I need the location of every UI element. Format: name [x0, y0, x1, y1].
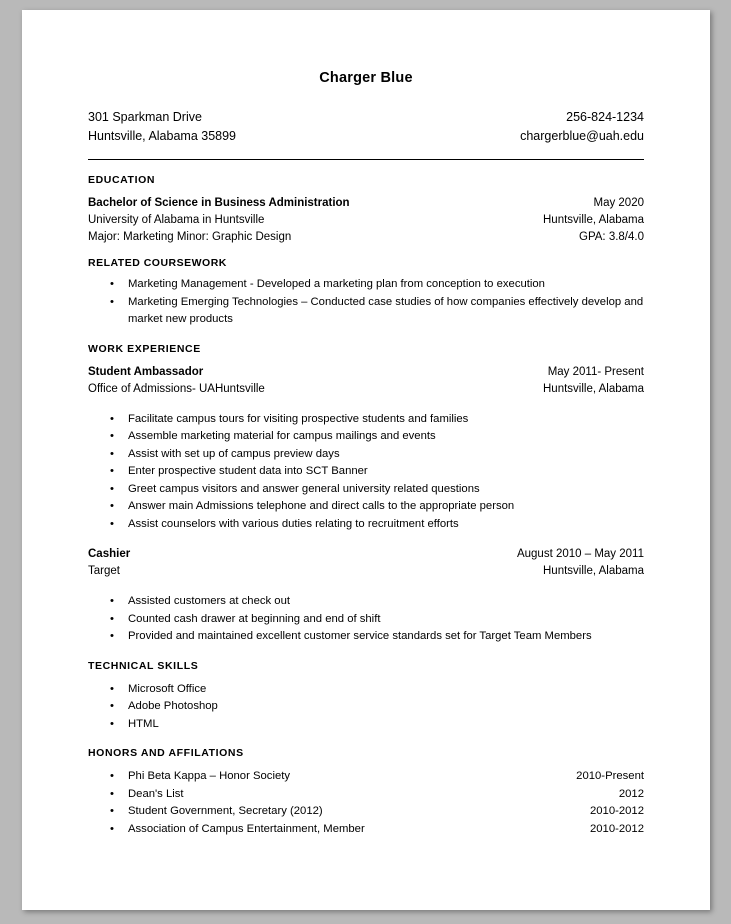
honors-list [88, 768, 644, 838]
list-item [88, 803, 644, 821]
page-title: Charger Blue [319, 70, 413, 86]
job-location: Huntsville, Alabama [543, 565, 644, 577]
list-item-label: Assist counselors with various duties relating to recruitment efforts [128, 517, 459, 530]
job-location: Huntsville, Alabama [543, 382, 644, 395]
bullet-icon: • [110, 630, 114, 642]
contact-block [88, 108, 644, 146]
list-item [88, 498, 644, 516]
list-item [88, 411, 644, 429]
list-item [88, 628, 644, 646]
education-degree: Bachelor of Science in Business Administration [88, 197, 350, 209]
bullet-icon: • [110, 787, 114, 800]
education-degree-row [88, 195, 644, 212]
job-title-row [88, 546, 644, 563]
list-item-label: Assisted customers at check out [128, 595, 290, 607]
list-item [88, 768, 644, 786]
job-employer: Target [88, 565, 120, 577]
list-item [88, 481, 644, 499]
bullet-icon: • [110, 700, 114, 712]
job-duties-list [88, 593, 644, 646]
list-item-date: 2010-2012 [589, 805, 644, 817]
education-major-minor: Major: Marketing Minor: Graphic Design [88, 231, 292, 243]
list-item [88, 681, 644, 699]
list-item [88, 593, 644, 611]
bullet-icon: • [110, 412, 114, 425]
list-item-date: 2012 [618, 787, 644, 800]
list-item-label: Enter prospective student data into SCT Banner [128, 465, 368, 477]
list-item-label: Association of Campus Entertainment, Member [128, 822, 365, 835]
bullet-icon: • [110, 717, 114, 730]
bullet-icon: • [110, 682, 114, 695]
bullet-icon: • [110, 295, 114, 308]
list-item-label: Greet campus visitors and answer general university related questions [128, 482, 480, 495]
list-item-label: Marketing Management - Developed a marketing plan from conception to execution [128, 278, 545, 290]
email-address: chargerblue@uah.edu [520, 129, 644, 143]
header-divider [88, 159, 644, 160]
subsection-heading-coursework: RELATED COURSEWORK [88, 257, 227, 269]
list-item-label: Marketing Emerging Technologies – Conducted case studies of how companies effectively develop and market new products [128, 295, 644, 325]
job-employer-row [88, 563, 644, 580]
address-line-1: 301 Sparkman Drive [88, 110, 202, 124]
bullet-icon: • [110, 805, 114, 817]
list-item-label: Phi Beta Kappa – Honor Society [128, 770, 291, 782]
list-item-label: HTML [128, 717, 159, 730]
list-item [88, 276, 644, 294]
bullet-icon: • [110, 612, 114, 625]
section-heading-technical-skills: TECHNICAL SKILLS [88, 659, 199, 672]
job-title-row [88, 364, 644, 381]
bullet-icon: • [110, 447, 114, 460]
list-item-label: Counted cash drawer at beginning and end of shift [128, 612, 381, 625]
list-item-label: Facilitate campus tours for visiting prospective students and families [128, 412, 469, 425]
job-duties-list [88, 411, 644, 534]
bullet-icon: • [110, 465, 114, 477]
list-item [88, 786, 644, 804]
job-dates: May 2011- Present [547, 365, 644, 378]
job-dates: August 2010 – May 2011 [516, 548, 644, 560]
phone-number: 256-824-1234 [566, 110, 644, 124]
list-item [88, 463, 644, 481]
list-item [88, 716, 644, 734]
education-major-row [88, 229, 644, 246]
list-item-label: Student Government, Secretary (2012) [128, 805, 323, 817]
section-heading-work-experience: WORK EXPERIENCE [88, 342, 201, 355]
list-item-label: Assist with set up of campus preview days [128, 447, 340, 460]
bullet-icon: • [110, 822, 114, 835]
resume-document [22, 10, 710, 910]
contact-address [88, 108, 236, 146]
job-employer: Office of Admissions- UAHuntsville [88, 382, 265, 395]
bullet-icon: • [110, 500, 114, 512]
document-page-shadow [22, 10, 710, 910]
bullet-icon: • [110, 517, 114, 530]
list-item [88, 516, 644, 534]
list-item [88, 428, 644, 446]
list-item-date: 2010-2012 [589, 822, 644, 835]
list-item [88, 698, 644, 716]
list-item-label: Assemble marketing material for campus mailings and events [128, 430, 436, 442]
education-school-location: Huntsville, Alabama [543, 214, 644, 226]
education-school: University of Alabama in Huntsville [88, 214, 265, 226]
list-item-label: Microsoft Office [128, 682, 207, 695]
education-school-row [88, 212, 644, 229]
job-title: Cashier [88, 548, 131, 560]
section-heading-education: EDUCATION [88, 174, 156, 186]
bullet-icon: • [110, 430, 114, 442]
coursework-list [88, 276, 644, 329]
list-item-date: 2010-Present [576, 770, 644, 782]
contact-details [520, 108, 644, 146]
job-title: Student Ambassador [88, 365, 204, 378]
list-item [88, 294, 644, 329]
bullet-icon: • [110, 770, 114, 782]
technical-skills-list [88, 681, 644, 734]
section-heading-honors: HONORS AND AFFILATIONS [88, 747, 244, 759]
bullet-icon: • [110, 278, 114, 290]
list-item-label: Provided and maintained excellent customer service standards set for Target Team Members [128, 630, 592, 642]
list-item-label: Answer main Admissions telephone and direct calls to the appropriate person [128, 500, 515, 512]
job-employer-row [88, 381, 644, 398]
list-item [88, 446, 644, 464]
education-grad-date: May 2020 [593, 197, 644, 209]
list-item-label: Adobe Photoshop [128, 700, 218, 712]
address-line-2: Huntsville, Alabama 35899 [88, 129, 237, 143]
list-item [88, 611, 644, 629]
list-item [88, 821, 644, 839]
education-gpa: GPA: 3.8/4.0 [579, 231, 644, 243]
bullet-icon: • [110, 595, 114, 607]
bullet-icon: • [110, 482, 114, 495]
list-item-label: Dean's List [128, 787, 184, 800]
